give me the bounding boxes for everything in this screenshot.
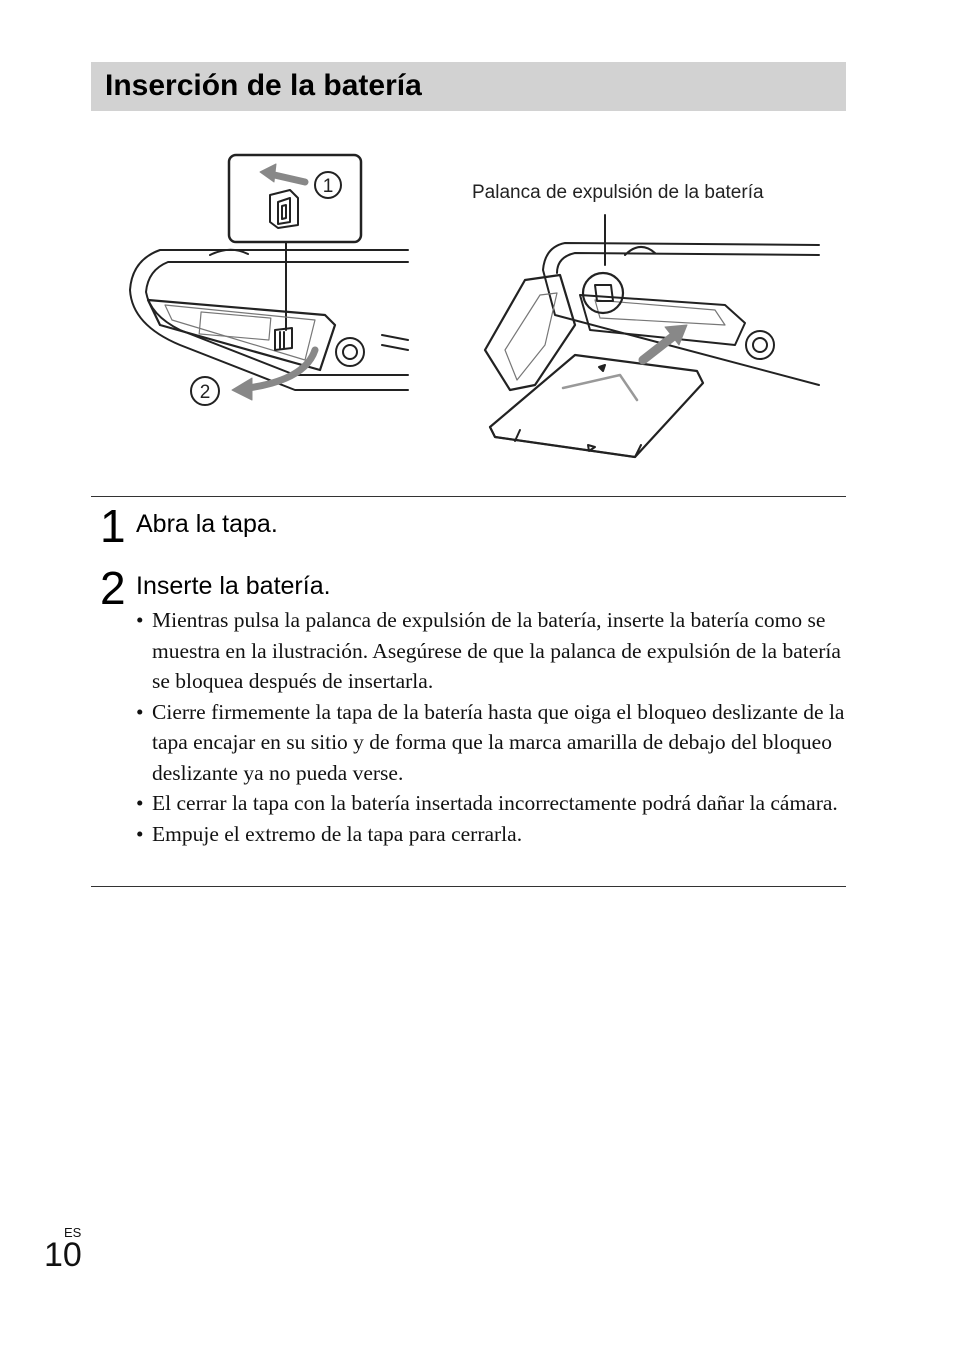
bullet-text: Mientras pulsa la palanca de expulsión de la batería, inserte la batería como se muestra en la ilustración. Asegúrese de que la palanca de expulsión de la batería se bloquea después de insertarla.	[152, 608, 841, 693]
step-2-bullet-list	[136, 605, 846, 849]
bottom-divider	[91, 886, 846, 887]
top-divider	[91, 496, 846, 497]
list-item: • Mientras pulsa la palanca de expulsión de la batería, inserte la batería como se muestra en la ilustración. Asegúrese de que la palanca de expulsión de la batería se bloquea después de insertarla.	[136, 608, 841, 693]
step-1-text: Abra la tapa.	[136, 510, 278, 538]
step-2-number: 2	[100, 562, 126, 614]
page-number: 10	[44, 1236, 82, 1274]
open-cover-illustration	[120, 150, 415, 420]
step-1-number: 1	[100, 500, 126, 552]
language-code: ES	[64, 1225, 82, 1240]
section-title-bar	[91, 62, 846, 111]
bullet-text: Cierre firmemente la tapa de la batería hasta que oiga el bloqueo deslizante de la tapa encajar en su sitio y de forma que la marca amarilla de debajo del bloqueo deslizante ya no pueda verse.	[152, 699, 845, 785]
list-item: • Cierre firmemente la tapa de la batería hasta que oiga el bloqueo deslizante de la tapa encajar en su sitio y de forma que la marca amarilla de debajo del bloqueo deslizante ya no pueda verse.	[136, 699, 845, 785]
battery-eject-lever-label: Palanca de expulsión de la batería	[472, 182, 764, 203]
insert-battery-illustration	[465, 175, 825, 465]
bullet-text: Empuje el extremo de la tapa para cerrarla.	[152, 821, 523, 846]
callout-2-label: 2	[199, 382, 211, 403]
slide-lock-inset	[229, 155, 361, 242]
step-2-text: Inserte la batería.	[136, 572, 331, 600]
callout-1	[315, 172, 341, 198]
section-title: Inserción de la batería	[105, 69, 422, 102]
callout-2	[191, 377, 219, 405]
callout-1-label: 1	[322, 176, 334, 197]
bullet-text: El cerrar la tapa con la batería insertada incorrectamente podrá dañar la cámara.	[152, 791, 838, 815]
list-item: • El cerrar la tapa con la batería insertada incorrectamente podrá dañar la cámara.	[136, 791, 838, 815]
eject-lever-highlight	[583, 273, 623, 313]
list-item: • Empuje el extremo de la tapa para cerrarla.	[136, 821, 523, 846]
